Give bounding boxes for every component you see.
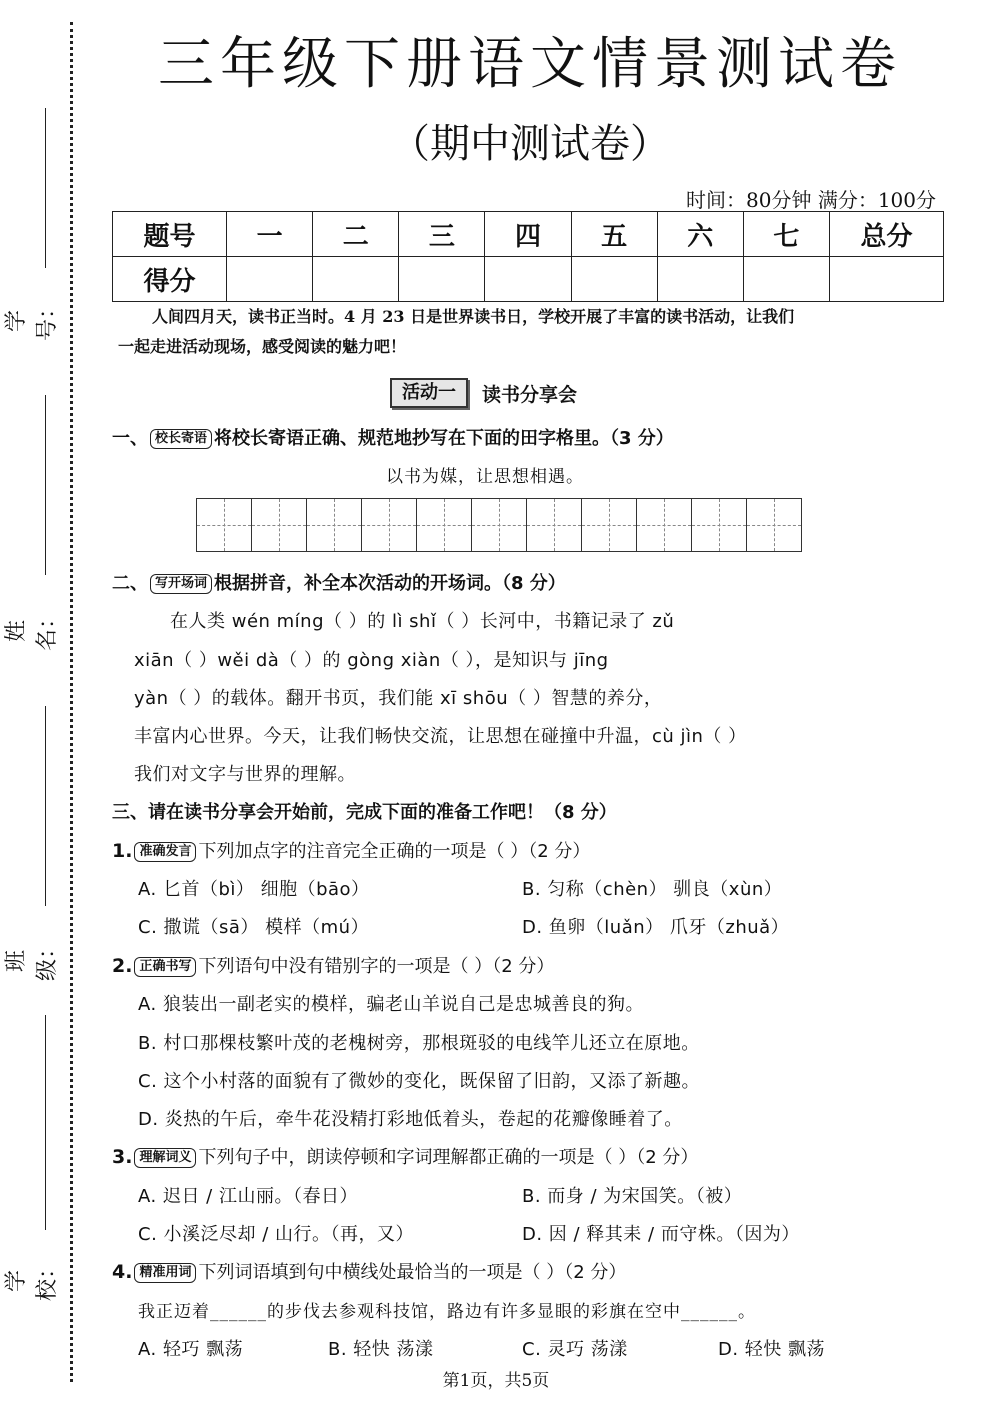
sub-question-number: 3.: [112, 1146, 133, 1168]
tianzige-grid[interactable]: [196, 498, 802, 552]
question-text: 下列词语填到句中横线处最恰当的一项是（ ）（2 分）: [198, 1262, 627, 1283]
sub-question-number: 2.: [112, 955, 133, 977]
grid-cell[interactable]: [692, 499, 747, 551]
page-footer: 第1页，共5页: [442, 1371, 550, 1391]
passage-line: 在人类 wén míng（ ）的 lì shǐ（ ）长河中，书籍记录了 zǔ: [170, 611, 675, 632]
class-label: 班级：: [4, 936, 60, 981]
grid-cell[interactable]: [472, 499, 527, 551]
intro-line: 一起走进活动现场，感受阅读的魅力吧！: [118, 337, 407, 356]
score-blank[interactable]: [657, 257, 743, 302]
score-row-label: 得分: [113, 257, 227, 302]
option-b[interactable]: B. 而身 / 为宋国笑。（被）: [522, 1186, 743, 1207]
student-id-rule: [45, 108, 46, 268]
option-a[interactable]: A. 迟日 / 江山丽。（春日）: [138, 1186, 358, 1207]
option-c[interactable]: C. 撒谎（sā） 模样（mú）: [138, 917, 370, 938]
question-tag: 准确发言: [134, 842, 196, 862]
grid-cell[interactable]: [417, 499, 472, 551]
option-a[interactable]: A. 匕首（bì） 细胞（bāo）: [138, 879, 370, 900]
activity-heading: [390, 378, 577, 408]
quote-text: 以书为媒，让思想相遇。: [386, 467, 584, 487]
question-tag: 写开场词: [150, 574, 212, 594]
intro-paragraph: [118, 302, 898, 362]
grid-cell[interactable]: [582, 499, 637, 551]
question-3-heading: 三、请在读书分享会开始前，完成下面的准备工作吧！（8 分）: [112, 802, 617, 823]
sub-question-4: [112, 1258, 626, 1284]
page-title: 三年级下册语文情景测试卷: [158, 32, 902, 97]
school-rule: [45, 1015, 46, 1230]
score-table-header-row: [113, 212, 944, 257]
question-number: 二、: [112, 573, 148, 594]
name-rule: [45, 395, 46, 575]
cut-line: [70, 22, 73, 1382]
question-text: 下列加点字的注音完全正确的一项是（ ）（2 分）: [198, 841, 591, 862]
sub-question-number: 1.: [112, 840, 133, 862]
score-cell: 三: [399, 212, 485, 257]
option-c[interactable]: C. 这个小村落的面貌有了微妙的变化，既保留了旧韵，又添了新趣。: [138, 1071, 701, 1092]
passage-line: xiān（ ）wěi dà（ ）的 gòng xiàn（ ），是知识与 jīng: [134, 650, 609, 671]
option-d[interactable]: D. 鱼卵（luǎn） 爪牙（zhuǎ）: [522, 917, 790, 938]
score-cell: 七: [743, 212, 829, 257]
student-id-label: 学号：: [4, 296, 60, 341]
question-2: [112, 569, 566, 595]
sub-question-number: 4.: [112, 1261, 133, 1283]
grid-cell[interactable]: [362, 499, 417, 551]
score-blank[interactable]: [830, 257, 944, 302]
sub-question-1: [112, 837, 590, 863]
passage-line: 丰富内心世界。今天，让我们畅快交流，让思想在碰撞中升温，cù jìn（ ）: [134, 726, 747, 747]
option-d[interactable]: D. 轻快 飘荡: [718, 1339, 826, 1360]
question-text: 根据拼音，补全本次活动的开场词。（8 分）: [214, 573, 566, 594]
score-table-score-row: [113, 257, 944, 302]
question-tag: 理解词义: [134, 1148, 196, 1168]
score-blank[interactable]: [227, 257, 313, 302]
option-b[interactable]: B. 轻快 荡漾: [328, 1339, 434, 1360]
score-cell: 题号: [113, 212, 227, 257]
option-c[interactable]: C. 灵巧 荡漾: [522, 1339, 628, 1360]
question-text: 下列语句中没有错别字的一项是（ ）（2 分）: [198, 956, 555, 977]
score-cell: 总分: [830, 212, 944, 257]
name-label: 姓名：: [4, 606, 60, 651]
passage-line: 我们对文字与世界的理解。: [134, 764, 356, 785]
question-tag: 正确书写: [134, 957, 196, 977]
option-a[interactable]: A. 轻巧 飘荡: [138, 1339, 244, 1360]
sub-question-3: [112, 1143, 698, 1169]
score-cell: 二: [313, 212, 399, 257]
school-label: 学校：: [4, 1256, 60, 1301]
score-cell: 六: [657, 212, 743, 257]
fill-sentence: 我正迈着______的步伐去参观科技馆，路边有许多显眼的彩旗在空中______。: [138, 1302, 756, 1322]
page-subtitle: （期中测试卷）: [390, 121, 670, 167]
activity-badge: 活动一: [390, 378, 468, 408]
score-blank[interactable]: [485, 257, 571, 302]
score-table: [112, 211, 944, 302]
exam-meta: 时间：80分钟 满分：100分: [686, 188, 936, 212]
grid-cell[interactable]: [252, 499, 307, 551]
option-b[interactable]: B. 匀称（chèn） 驯良（xùn）: [522, 879, 783, 900]
grid-cell[interactable]: [637, 499, 692, 551]
option-d[interactable]: D. 因 / 释其耒 / 而守株。（因为）: [522, 1224, 800, 1245]
score-cell: 五: [571, 212, 657, 257]
option-c[interactable]: C. 小溪泛尽却 / 山行。（再，又）: [138, 1224, 415, 1245]
score-blank[interactable]: [571, 257, 657, 302]
question-tag: 精准用词: [134, 1263, 196, 1283]
question-tag: 校长寄语: [150, 429, 212, 449]
score-cell: 一: [227, 212, 313, 257]
option-a[interactable]: A. 狼装出一副老实的模样，骗老山羊说自己是忠城善良的狗。: [138, 994, 644, 1015]
question-text: 下列句子中，朗读停顿和字词理解都正确的一项是（ ）（2 分）: [198, 1147, 699, 1168]
sub-question-2: [112, 952, 554, 978]
question-text: 将校长寄语正确、规范地抄写在下面的田字格里。（3 分）: [214, 428, 674, 449]
passage-line: yàn（ ）的载体。翻开书页，我们能 xī shōu（ ）智慧的养分，: [134, 688, 663, 709]
grid-cell[interactable]: [197, 499, 252, 551]
intro-line: 人间四月天，读书正当时。4 月 23 日是世界读书日，学校开展了丰富的读书活动，让我们: [152, 307, 795, 326]
question-number: 一、: [112, 428, 148, 449]
question-1: [112, 424, 674, 450]
grid-cell[interactable]: [527, 499, 582, 551]
score-blank[interactable]: [313, 257, 399, 302]
binding-margin: [0, 0, 90, 1403]
option-d[interactable]: D. 炎热的午后，牵牛花没精打彩地低着头，卷起的花瓣像睡着了。: [138, 1109, 683, 1130]
grid-cell[interactable]: [747, 499, 801, 551]
option-b[interactable]: B. 村口那棵枝繁叶茂的老槐树旁，那根斑驳的电线竿儿还立在原地。: [138, 1033, 700, 1054]
score-blank[interactable]: [399, 257, 485, 302]
score-blank[interactable]: [743, 257, 829, 302]
activity-name: 读书分享会: [482, 383, 578, 406]
grid-cell[interactable]: [307, 499, 362, 551]
score-cell: 四: [485, 212, 571, 257]
class-rule: [45, 706, 46, 906]
